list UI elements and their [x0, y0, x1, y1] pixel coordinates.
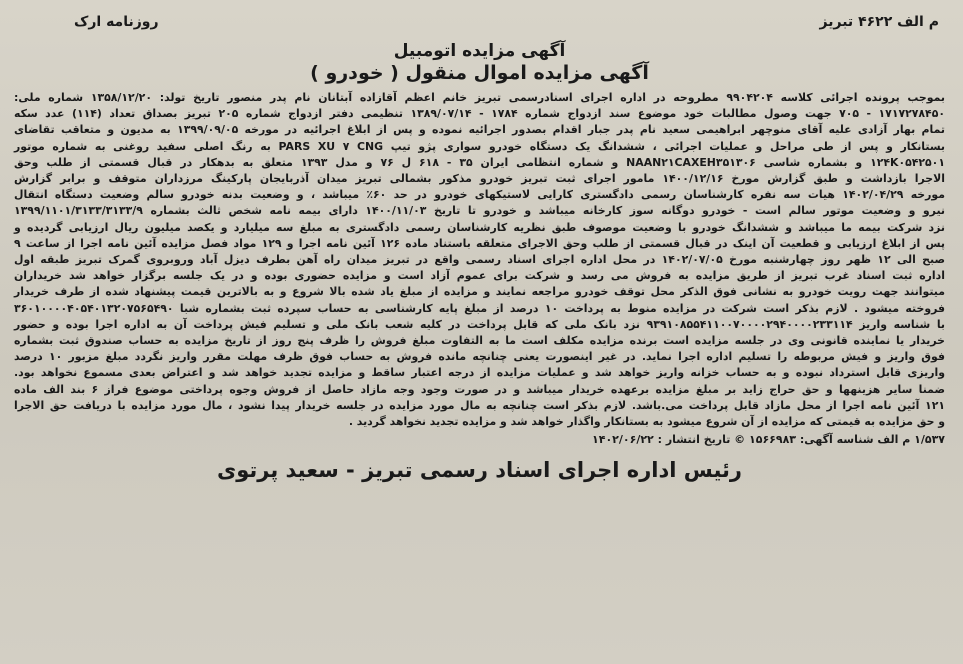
notice-body-line: مورخه ۱۴۰۲/۰۴/۲۹ هیات سه نفره کارشناسان رسمی دادگستری کارایی لاستیکهای خودرو در حد ۶۰٪ میباشد ، و وضعیت بدنه خودرو سالم وضعیت دستگاه انتقال [14, 188, 945, 202]
newspaper-name: روزنامه ارک [74, 14, 159, 30]
signature-line: رئیس اداره اجرای اسناد رسمی تبریز - سعید پرتوی [216, 458, 742, 483]
notice-body-line: فوق واریز و فیش مربوطه را تسلیم اداره اجرا نماید. در غیر اینصورت یعنی چنانچه مانده فروش به حساب فوق ظرف مهلت مقرر واریز نگردد مبلغ مزبور ۱۰ درصد [14, 350, 945, 364]
notice-titles [14, 40, 945, 84]
notice-title: آگهی مزایده اتومبیل [393, 41, 566, 61]
notice-body-line: ضمنا سایر هزینهها و حق حراج زاید بر مبلغ مزایده برعهده خریدار میباشد و در صورت وجود وجه مازاد حاصل از فروش وجوه پرداختی موضوع فراز ۶ بند الف ماده [14, 382, 946, 396]
issue-number: م الف ۴۶۲۲ تبریز [819, 14, 939, 30]
notice-body-line: ۱۲۱ آئین نامه اجرا از محل مازاد قابل پرداخت می.باشد. لازم بذکر است چنانچه به مال مورد مزایده در جلسه خریدار پیدا نشود ، مال مورد مزایده با دریافت حق الاجرا [14, 398, 945, 412]
notice-body-line: با شناسه واریز ۹۳۹۱۰۸۵۵۴۱۱۰۰۷۰۰۰۰۲۹۴۰۰۰۰۲۳۳۱۱۴ نزد بانک ملی که قابل پرداخت در کلیه شعب بانک ملی و تسلیم فیش پرداخت آن به اداره اجرا بوده و حضور [14, 317, 946, 331]
notice-body-line: بموجب پرونده اجرائی کلاسه ۹۹۰۴۲۰۴ مطروحه در اداره اجرای اسنادرسمی تبریز خانم اعظم آقازاده آبتانان نام پدر منصور تاریخ تولد: ۱۳۵۸/۱۲/۲۰ شماره ملی: [14, 91, 945, 104]
notice-body-line: نیرو و وضعیت موتور سالم است - خودرو دوگانه سوز کارخانه میباشد و خودرو تا تاریخ ۱۴۰۰/۱۱/۰۳ دارای بیمه نامه شخص ثالث بشماره ۱۳۹۹/۱۱۰۱/۳۱۳۳/۳۱۳۳/۹ [14, 204, 945, 218]
notice-body-line: واریزی قابل استرداد نبوده و به حساب خزانه واریز خواهد شد و عملیات مزایده از درجه اعتبار ساقط و مزایده تجدید خواهد شد و اعتراض بعدی مسموع نخواهد بود. [14, 366, 945, 380]
notice-body-line: تمام بهار آزادی علیه آقای منوچهر ابراهیمی سعید نام پدر جبار اقدام بصدور اجرائیه نموده و پس از ابلاغ اجرائیه در مورخه ۱۳۹۹/۰۹/۰۵ به مدیون و متعاقب تقاضای [14, 123, 945, 137]
notice-body-line: ۱۲۴K۰۵۴۲۵۰۱ و بشماره شاسی NAAN۲۱CAXEH۳۵۱۳۰۶ و شماره انتظامی ایران ۳۵ - ۶۱۸ ل ۷۶ و مدل ۱۳۹۳ متعلق به بدهکار در قبال قسمتی از طلب وحق [14, 155, 945, 169]
notice-body-line: و حق مزایده به قیمتی که مزایده از آن شروع میشود به بستانکار واگذار خواهد شد و مزایده تجدید نخواهد گردید . [348, 415, 945, 429]
notice-body-line: صبح الی ۱۲ ظهر روز چهارشنبه مورخ ۱۴۰۲/۰۷/۰۵ در محل اداره اجرای اسناد رسمی واقع در تبریز میدان راه آهن بطرف دیزل آباد وروبروی گمرک تبریز طبقه اول [14, 253, 945, 267]
notice-subtitle: آگهی مزایده اموال منقول ( خودرو ) [310, 62, 649, 84]
notice-body-line: ۱۷۱۷۲۷۸۴۵۰ - ۷۰۵ جهت وصول مطالبات خود موضوع سند ازدواج شماره ۱۷۸۴ - ۱۳۸۹/۰۷/۱۴ تنظیمی دفتر ازدواج شماره ۲۰۵ تبریز بصداق تعداد (۱۱۴) عدد سکه [14, 107, 946, 121]
notice-body-line: پس از ابلاغ ارزیابی و قطعیت آن اینک در قبال قسمتی از طلب وحق الاجرای متعلقه باستناد ماده ۱۲۶ آئین نامه اجرا و ۱۲۹ مواد فصل مزایده آئین نامه اجرا از ساعت ۹ [14, 236, 945, 250]
notice-body [14, 90, 945, 430]
notice-body-line: خریدار یا نماینده قانونی وی در جلسه مزایده است برنده مزایده مکلف است ما به التفاوت مبلغ فروش را ظرف پنج روز از تاریخ مزایده به حساب صندوق ثبت بشماره [14, 334, 945, 348]
notice-body-line: نزد شرکت بیمه ما میباشد و ششدانگ خودرو با وضعیت موصوف طبق نظریه کارشناسان رسمی دادگستری به مبلغ سه میلیارد و یکصد میلیون ریال ارزیابی گردیده و [14, 220, 945, 234]
masthead [14, 10, 945, 34]
notice-body-line: اداره ثبت اسناد غرب تبریز از طریق مزایده به فروش می رسد و شرکت برای عموم آزاد است و مزایده حضوری بوده و در یک جلسه برگزار خواهد شد خریداران [14, 269, 945, 283]
notice-body-line: میتوانند جهت رویت خودرو به نشانی فوق الذکر محل توقف خودرو مراجعه نمایند و مزایده از مبلغ یاد شده بالا شروع و به بالاترین قیمت پیشنهاد شده از طرف خریدار [14, 285, 945, 299]
notice-meta-line: ۱/۵۳۷ م الف شناسه آگهی: ۱۵۶۶۹۸۳ © تاریخ انتشار : ۱۴۰۲/۰۶/۲۲ [592, 433, 945, 447]
notice-body-line: بستانکار و پس از طی مراحل و عملیات اجرائی ، ششدانگ یک دستگاه خودرو سواری پژو تیپ PARS XU ۷ CNG به رنگ اصلی سفید روغنی به شماره موتور [14, 139, 946, 153]
notice-body-line: الاجرا بازداشت و طبق گزارش مورخ ۱۴۰۰/۱۲/۱۶ مامور اجرای ثبت تبریز خودرو مذکور بشمالی تبریز میدان آذربایجان پارکینگ مرزداران متوقف و برابر گزارش [14, 172, 945, 186]
notice-body-line: فروخته میشود . لازم بذکر است شرکت در مزایده منوط به پرداخت ۱۰ درصد از مبلغ پایه کارشناسی به حساب سپرده ثبت بشماره شبا ۳۶۰۱۰۰۰۰۴۰۵۴۰۱۳۲۰۷۵۶۵۴۹۰ [14, 301, 945, 315]
